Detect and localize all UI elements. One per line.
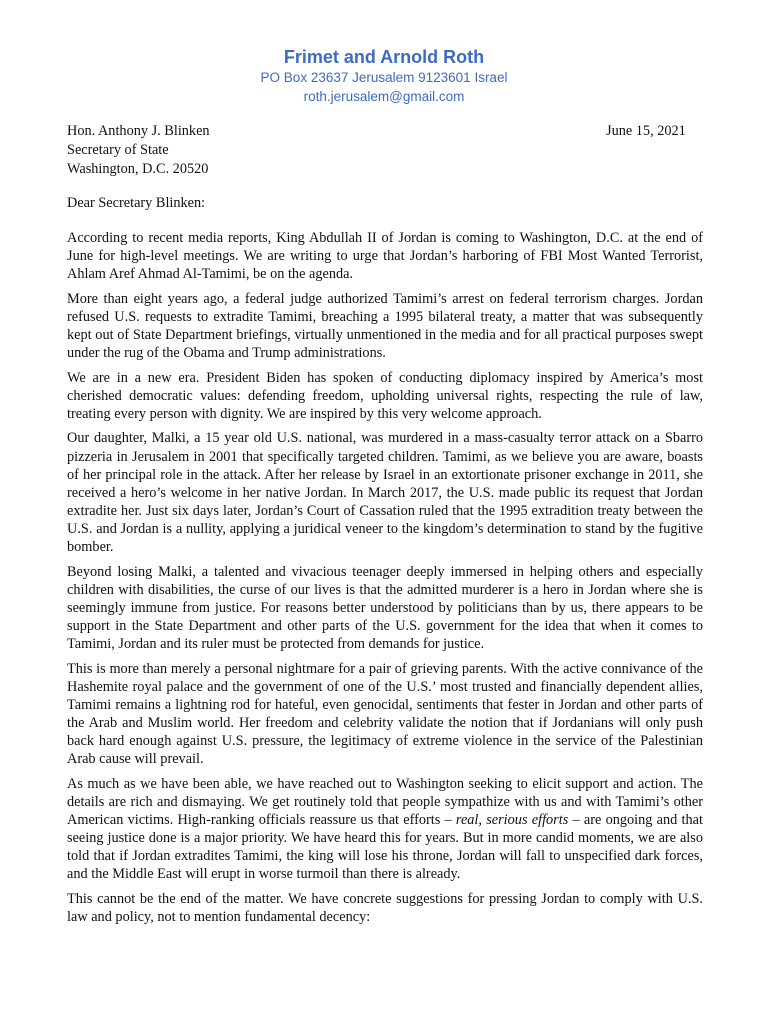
recipient-name: Hon. Anthony J. Blinken — [67, 123, 210, 139]
sender-name: Frimet and Arnold Roth — [283, 47, 485, 67]
letter-date: June 15, 2021 — [606, 123, 686, 139]
paragraph: This is more than merely a personal nightmare for a pair of grieving parents. With the active connivance of the Hashemite royal palace and the government of one of the U.S.’ most trusted and financially dependent allies, Tamimi remains a lightning rod for hateful, even genocidal, sentiments that fester in Jordan and other parts of the Arab and Muslim world. Her freedom and celebrity validate the notion that if Jordanians will only push back hard enough against U.S. pressure, the legitimacy of extreme violence in the service of the Palestinian Arab cause will prevail. — [67, 660, 703, 768]
letter-body — [67, 229, 703, 932]
recipient-city: Washington, D.C. 20520 — [67, 161, 209, 178]
salutation: Dear Secretary Blinken: — [67, 195, 206, 211]
paragraph — [67, 775, 703, 884]
paragraph: Our daughter, Malki, a 15 year old U.S. national, was murdered in a mass-casualty terror attack on a Sbarro pizzeria in Jerusalem in 2001 that specifically targeted children. Tamimi, as we believe you are aware, boasts of her principal role in the attack. After her release by Israel in an extortionate prisoner exchange in 2011, she received a hero’s welcome in her native Jordan. In March 2017, the U.S. made public its request that Jordan extradite her. Just six days later, Jordan’s Court of Cassation ruled that the 1995 extradition treaty between the U.S. and Jordan is a nullity, applying a juridical veneer to the kingdom’s determination to stand by the fugitive bomber. — [67, 430, 703, 555]
paragraph-text: As much as we have been able, we have reached out to Washington seeking to elicit support and action. The details are rich and dismaying. We get routinely told that people sympathize with us and with Tamimi’s other American victims. High-ranking officials reassure us that efforts – — [67, 775, 703, 828]
paragraph-text: – are ongoing and that seeing justice done is a major priority. We have heard this for years. But in more candid moments, we are also told that if Jordan extradites Tamimi, the king will lose his throne, Jordan will fall to unspecified dark forces, and the Middle East will erupt in worse turmoil than there is already. — [67, 811, 703, 883]
letterhead — [0, 46, 768, 106]
recipient-title: Secretary of State — [67, 142, 169, 159]
paragraph: More than eight years ago, a federal judge authorized Tamimi’s arrest on federal terrorism charges. Jordan refused U.S. requests to extradite Tamimi, breaching a 1995 bilateral treaty, a matter that was subsequently kept out of State Department briefings, virtually unmentioned in the media and for all practical purposes swept under the rug of the Obama and Trump administrations. — [67, 290, 703, 362]
paragraph: According to recent media reports, King Abdullah II of Jordan is coming to Washington, D.C. at the end of June for high-level meetings. We are writing to urge that Jordan’s harboring of FBI Most Wanted Terrorist, Ahlam Aref Ahmad Al-Tamimi, be on the agenda. — [67, 230, 703, 283]
emphasis-text: real, serious efforts — [455, 811, 569, 828]
paragraph: Beyond losing Malki, a talented and vivacious teenager deeply immersed in helping others and especially children with disabilities, the curse of our lives is that the admitted murderer is a hero in Jordan where she is seemingly immune from justice. For reasons better understood by politicians than by us, there appears to be support in the State Department and other parts of the U.S. government for the idea that when it comes to Tamimi, Jordan and its ruler must be protected from demands for justice. — [67, 563, 703, 652]
paragraph: We are in a new era. President Biden has spoken of conducting diplomacy inspired by America’s most cherished democratic values: defending freedom, upholding universal rights, respecting the rule of law, treating every person with dignity. We are inspired by this very welcome approach. — [67, 369, 703, 422]
sender-address: PO Box 23637 Jerusalem 9123601 Israel — [260, 70, 508, 85]
paragraph: This cannot be the end of the matter. We have concrete suggestions for pressing Jordan to comply with U.S. law and policy, not to mention fundamental decency: — [67, 890, 703, 925]
recipient-address — [67, 122, 210, 180]
sender-email: roth.jerusalem@gmail.com — [303, 89, 465, 104]
